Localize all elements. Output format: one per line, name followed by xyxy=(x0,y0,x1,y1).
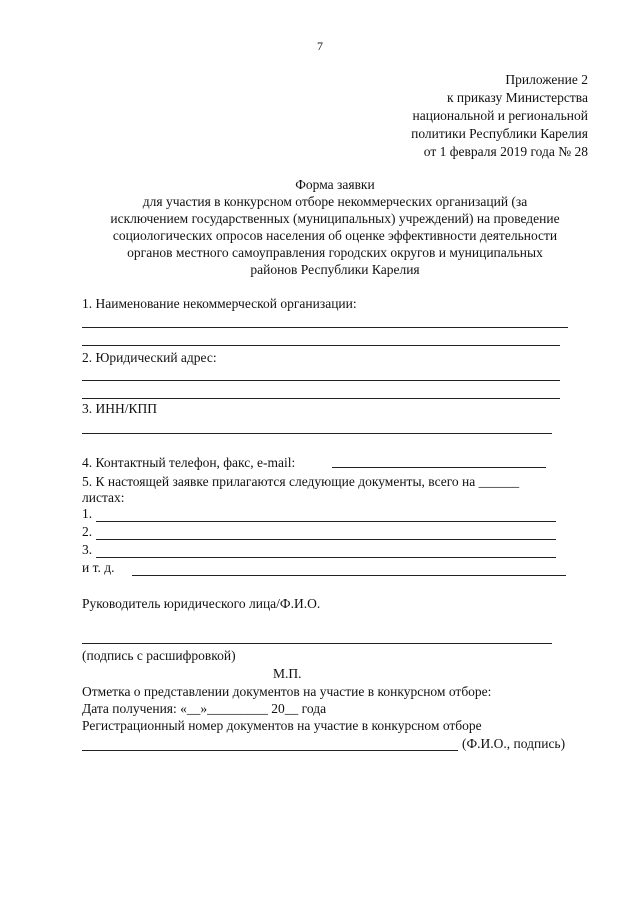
doc-item-line-3[interactable] xyxy=(96,557,556,558)
appendix-line: Приложение 2 xyxy=(505,72,588,87)
legal-address-line-2[interactable] xyxy=(82,398,560,399)
title-line: Форма заявки xyxy=(295,177,375,192)
signature-line[interactable] xyxy=(82,643,552,644)
doc-item-number: 2. xyxy=(82,524,93,539)
doc-item-number: 1. xyxy=(82,506,93,521)
appendix-line: политики Республики Карелия xyxy=(411,126,588,141)
page-number: 7 xyxy=(317,39,323,53)
reg-number-line[interactable] xyxy=(82,750,458,751)
contacts-line[interactable] xyxy=(332,467,546,468)
title-line: социологических опросов населения об оценке эффективности деятельности xyxy=(112,228,558,243)
reg-number-label: Регистрационный номер документов на участие в конкурсном отборе xyxy=(82,718,482,733)
doc-item-number: и т. д. xyxy=(82,560,115,575)
org-name-line-1[interactable] xyxy=(82,327,568,328)
title-line: районов Республики Карелия xyxy=(250,262,420,277)
documents-sheets-label: листах: xyxy=(82,490,125,505)
title-line: исключением государственных (муниципальных) учреждений) на проведение xyxy=(110,211,560,226)
appendix-block xyxy=(411,71,588,161)
receipt-mark-label: Отметка о представлении документов на участие в конкурсном отборе: xyxy=(82,684,492,699)
stamp-label: М.П. xyxy=(273,666,302,681)
appendix-line: национальной и региональной xyxy=(412,108,588,123)
doc-item-line-2[interactable] xyxy=(96,539,556,540)
doc-item-line-etc[interactable] xyxy=(132,575,566,576)
legal-address-line-1[interactable] xyxy=(82,380,560,381)
head-label: Руководитель юридического лица/Ф.И.О. xyxy=(82,596,321,611)
fio-sign-caption: (Ф.И.О., подпись) xyxy=(462,736,566,751)
documents-intro: 5. К настоящей заявке прилагаются следующие документы, всего на ______ xyxy=(82,474,520,489)
form-title xyxy=(70,176,600,278)
inn-kpp-line[interactable] xyxy=(82,433,552,434)
appendix-line: к приказу Министерства xyxy=(446,90,588,105)
org-name-line-2[interactable] xyxy=(82,345,560,346)
doc-item-line-1[interactable] xyxy=(96,521,556,522)
inn-kpp-label: 3. ИНН/КПП xyxy=(82,401,158,416)
title-line: органов местного самоуправления городских округов и муниципальных xyxy=(127,245,543,260)
legal-address-label: 2. Юридический адрес: xyxy=(82,350,217,365)
signature-caption: (подпись с расшифровкой) xyxy=(82,648,236,663)
doc-item-number: 3. xyxy=(82,542,93,557)
receipt-date-label: Дата получения: «__»_________ 20__ года xyxy=(82,701,327,716)
contacts-label: 4. Контактный телефон, факс, e-mail: xyxy=(82,455,296,470)
title-line: для участия в конкурсном отборе некоммерческих организаций (за xyxy=(142,194,528,209)
org-name-label: 1. Наименование некоммерческой организации: xyxy=(82,296,357,311)
appendix-line: от 1 февраля 2019 года № 28 xyxy=(423,144,588,159)
